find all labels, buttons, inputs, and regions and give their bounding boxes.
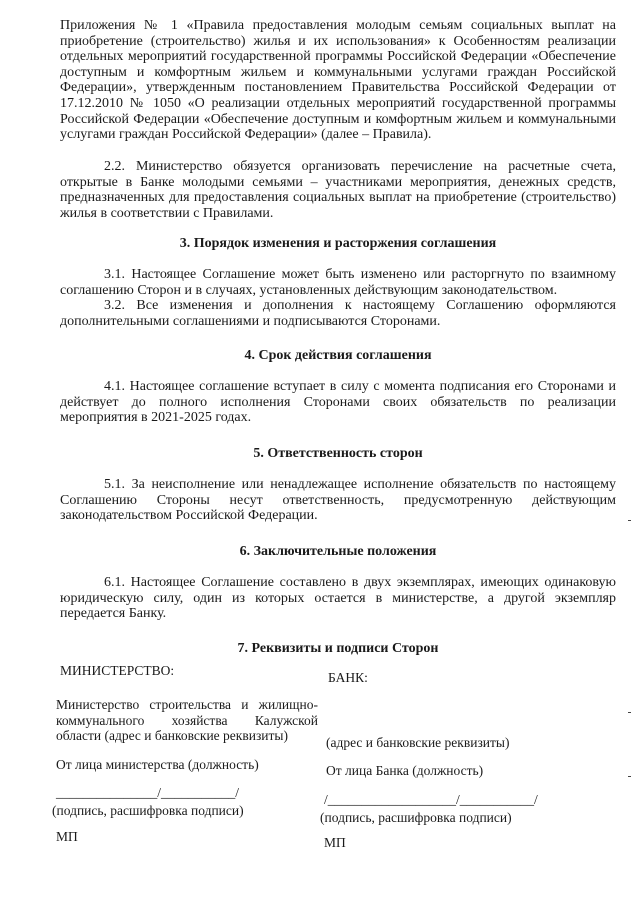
bank-stamp-mark: МП: [324, 835, 346, 850]
bank-signature-line: /___________________/___________/: [324, 792, 538, 807]
ministry-name: Министерство строительства и жилищно-коммунального хозяйства Калужской области (адрес и банковские реквизиты): [56, 697, 318, 744]
ministry-signature-line: _______________/___________/: [56, 785, 240, 800]
ministry-header: МИНИСТЕРСТВО:: [60, 663, 175, 678]
clause-6-1: 6.1. Настоящее Соглашение составлено в двух экземплярах, имеющих одинаковую юридическую силу, один из которых остается в министерстве, а другой экземпляр передается Банку.: [60, 575, 616, 622]
section-4-heading: 4. Срок действия соглашения: [244, 348, 432, 363]
bank-details: (адрес и банковские реквизиты): [326, 735, 510, 750]
clause-3-1: 3.1. Настоящее Соглашение может быть изменено или расторгнуто по взаимному соглашению Сторон и в случаях, установленных действующим законодательством.: [60, 267, 616, 298]
ministry-signatory: От лица министерства (должность): [56, 757, 259, 772]
clause-2-2: 2.2. Министерство обязуется организовать перечисление на расчетные счета, открытые в Банке молодыми семьями – участниками мероприятия, денежных средств, предназначенных для предоставления социальных выплат на приобретение (строительство) жилья в соответствии с Правилами.: [60, 159, 616, 221]
section-5-heading: 5. Ответственность сторон: [253, 446, 423, 461]
intro-paragraph: Приложения № 1 «Правила предоставления молодым семьям социальных выплат на приобретение (строительство) жилья и их использования» к Особенностям реализации отдельных мероприятий государственной программы Российской Федерации «Обеспечение доступным и комфортным жильем и коммунальными услугами граждан Российской Федерации», утвержденным постановлением Правительства Российской Федерации от 17.12.2010 № 1050 «О реализации отдельных мероприятий государственной программы Российской Федерации «Обеспечение доступным и комфортным жильем и коммунальными услугами граждан Российской Федерации» (далее – Правила).: [60, 18, 616, 143]
scan-speck: [628, 712, 631, 713]
clause-3-2: 3.2. Все изменения и дополнения к настоящему Соглашению оформляются дополнительными соглашениями и подписываются Сторонами.: [60, 298, 616, 329]
scan-speck: [628, 520, 631, 521]
section-3-heading: 3. Порядок изменения и расторжения соглашения: [179, 236, 497, 251]
ministry-stamp-mark: МП: [56, 829, 78, 844]
section-6-heading: 6. Заключительные положения: [239, 544, 437, 559]
bank-signature-caption: (подпись, расшифровка подписи): [320, 810, 512, 825]
clause-5-1: 5.1. За неисполнение или ненадлежащее исполнение обязательств по настоящему Соглашению Стороны несут ответственность, предусмотренную действующим законодательством Российской Федерации.: [60, 477, 616, 524]
bank-header: БАНК:: [328, 670, 368, 685]
ministry-signature-caption: (подпись, расшифровка подписи): [52, 803, 244, 818]
scan-speck: [628, 776, 631, 777]
bank-signatory: От лица Банка (должность): [326, 763, 484, 778]
section-7-heading: 7. Реквизиты и подписи Сторон: [237, 641, 439, 656]
clause-4-1: 4.1. Настоящее соглашение вступает в силу с момента подписания его Сторонами и действует до полного исполнения Сторонами своих обязательств по реализации мероприятия в 2021-2025 годах.: [60, 379, 616, 426]
